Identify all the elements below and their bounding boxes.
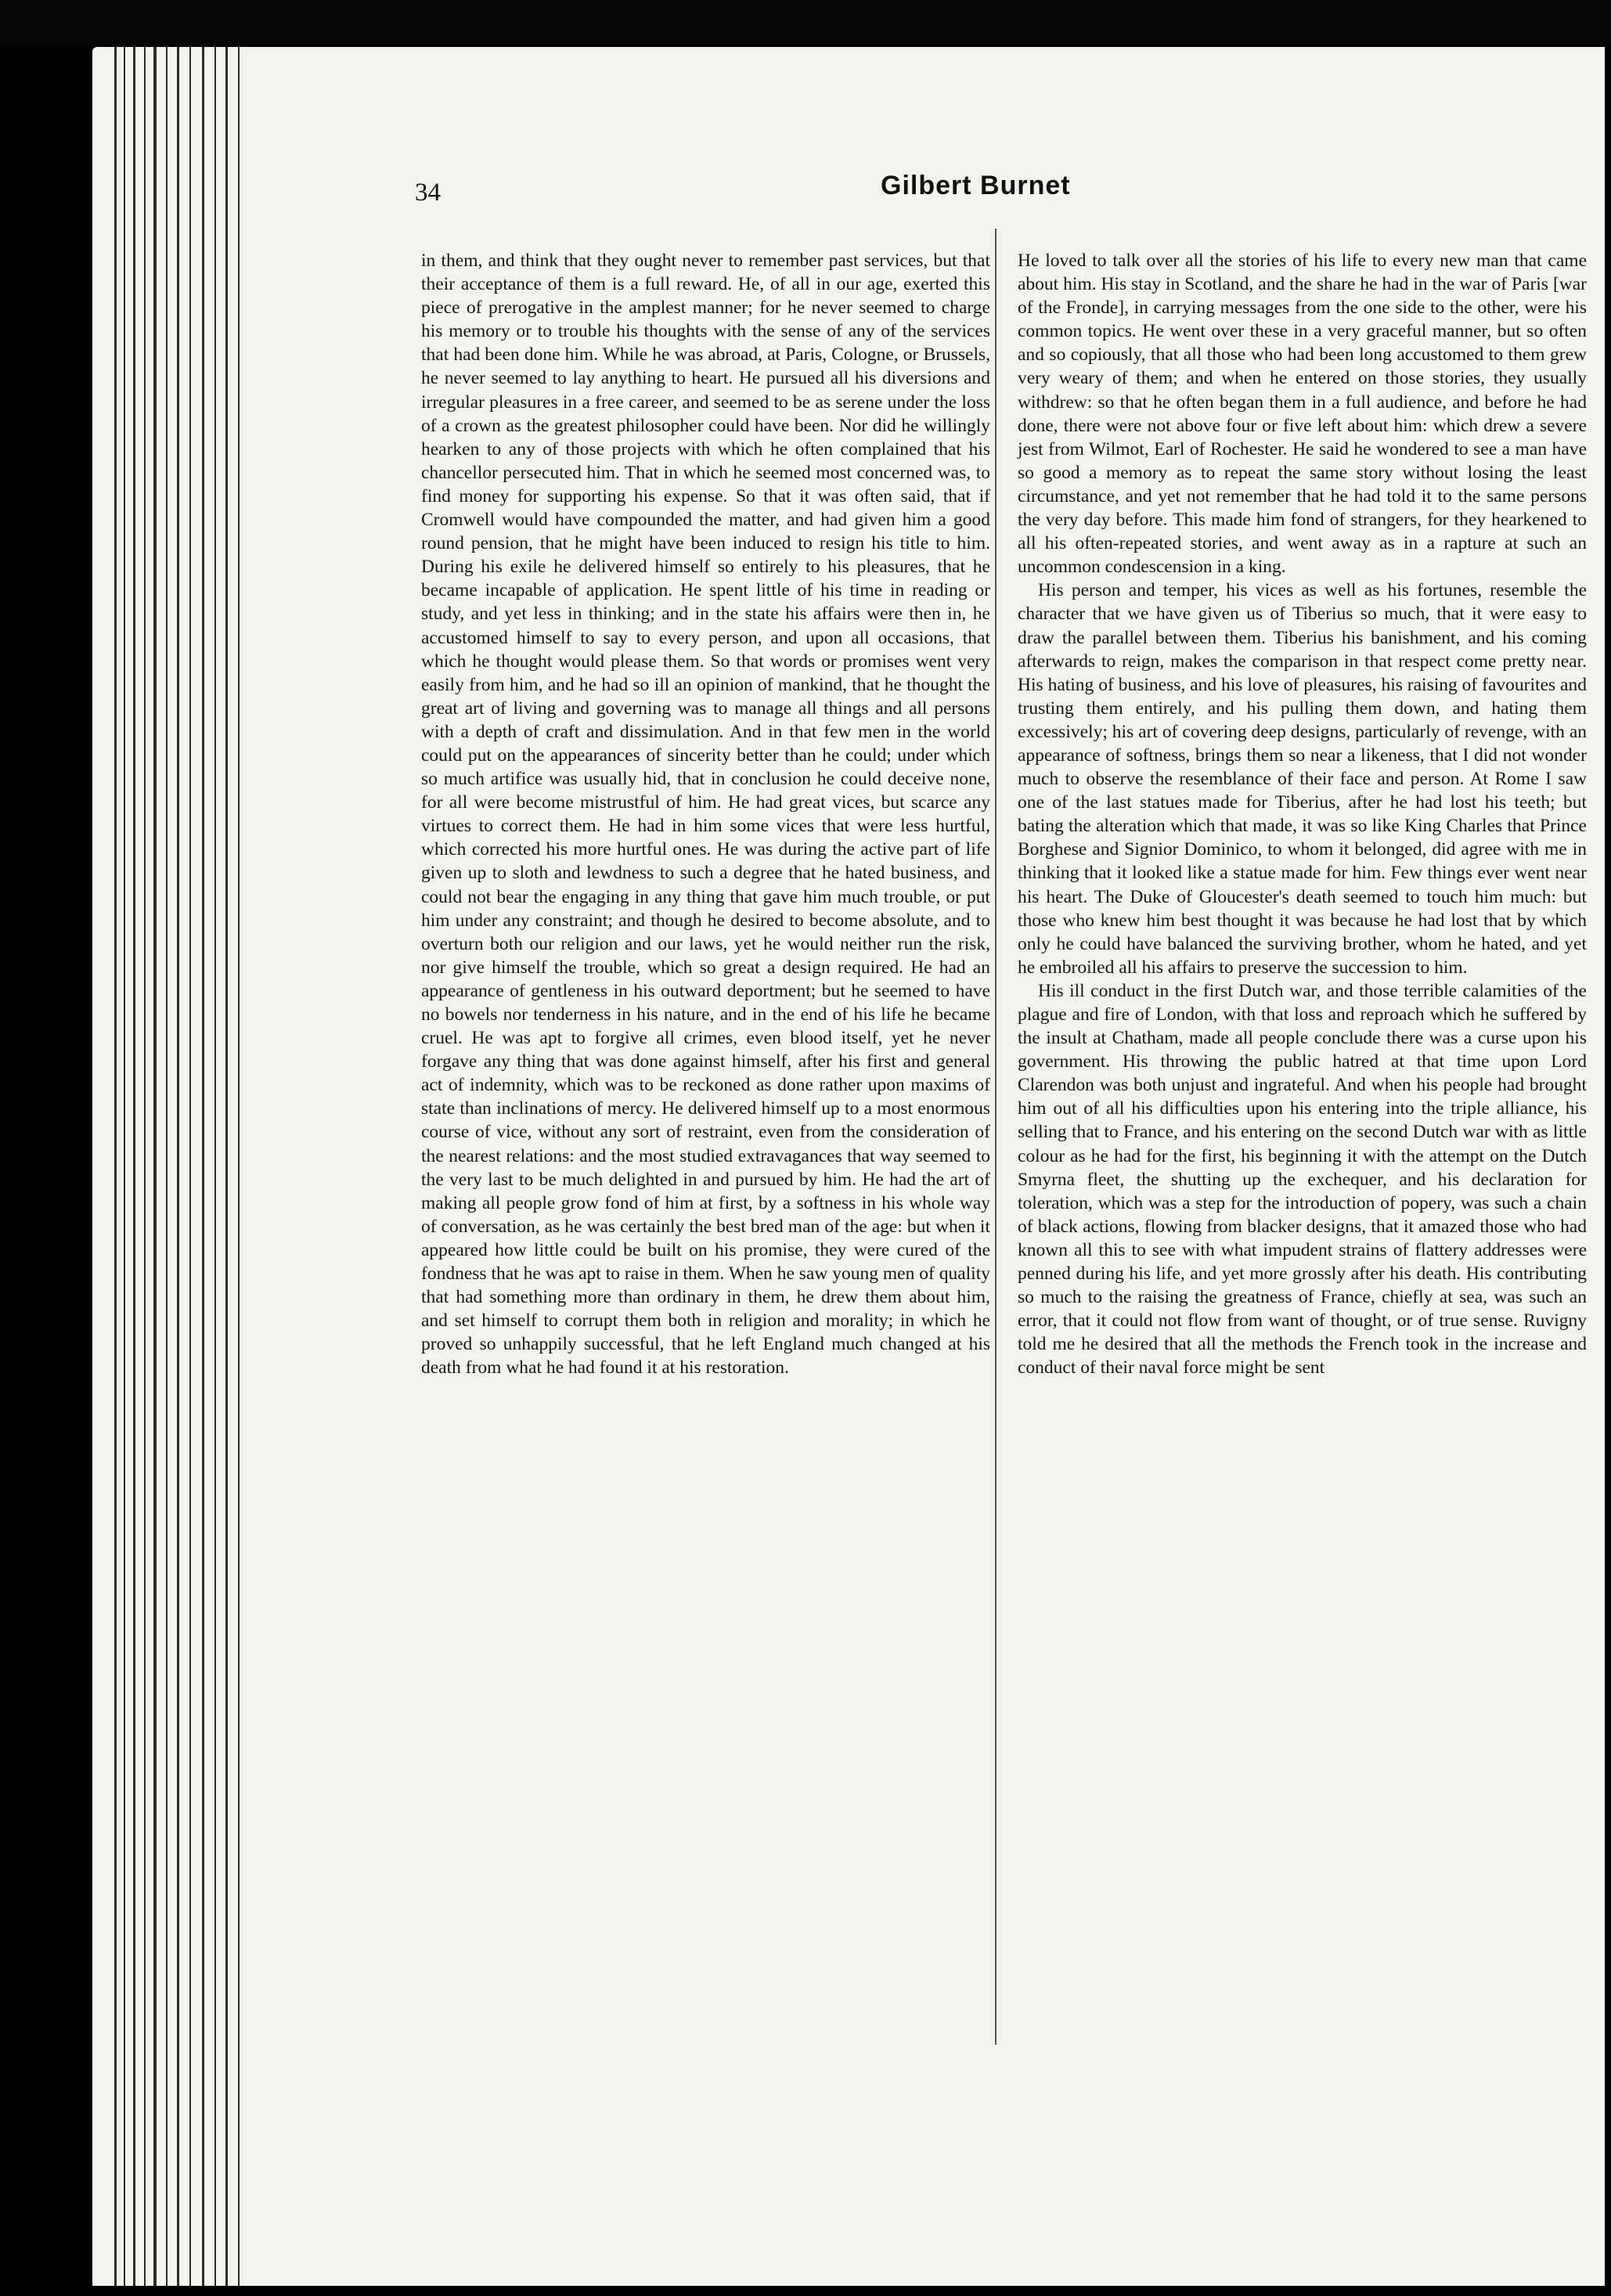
scan-top-border: [0, 0, 1611, 47]
paragraph: He loved to talk over all the stories of his life to every new man that came about him. His stay in Scotland, and the share he had in the war of Paris [war of the Fronde], in carrying messages from the one side to the other, were his common topics. He went over these in a very graceful manner, but so often and so copiously, that all those who had been long accustomed to them grew very weary of them; and when he entered on those stories, they usually withdrew: so that he often began them in a full audience, and before he had done, there were not above four or five left about him: which drew a severe jest from Wilmot, Earl of Rochester. He said he wondered to see a man have so good a memory as to repeat the same story without losing the least circumstance, and yet not remember that he had told it to the same persons the very day before. This made him fond of strangers, for they hearkened to all his often-repeated stories, and went away as in a rapture at such an uncommon condescension in a king.: [1018, 251, 1587, 578]
page-number: 34: [415, 178, 441, 207]
right-column: [1018, 249, 1587, 1380]
paragraph: in them, and think that they ought never to remember past services, but that their acceptance of them is a full reward. He, of all in our age, exerted this piece of prerogative in the amplest manner; for he never seemed to charge his memory or to trouble his thoughts with the sense of any of the services that had been done him. While he was abroad, at Paris, Cologne, or Brussels, he never seemed to lay anything to heart. He pursued all his diversions and irregular pleasures in a free career, and seemed to be as serene under the loss of a crown as the greatest philosopher could have been. Nor did he willingly hearken to any of those projects with which he often complained that his chancellor persecuted him. That in which he seemed most concerned was, to find money for supporting his expense. So that it was often said, that if Cromwell would have compounded the matter, and had given him a good round pension, that he might have been induced to resign his title to him. During his exile he delivered himself so entirely to his pleasures, that he became incapable of application. He spent little of his time in reading or study, and yet less in thinking; and in the state his affairs were then in, he accustomed himself to say to every person, and upon all occasions, that which he thought would please them. So that words or promises went very easily from him, and he had so ill an opinion of mankind, that he thought the great art of living and governing was to manage all things and all persons with a depth of craft and dissimulation. And in that few men in the world could put on the appearances of sincerity better than he could; under which so much artifice was usually hid, that in conclusion he could deceive none, for all were become mistrustful of him. He had great vices, but scarce any virtues to correct them. He had in him some vices that were less hurtful, which corrected his more hurtful ones. He was during the active part of life given up to sloth and lewdness to such a degree that he hated business, and could not bear the engaging in any thing that gave him much trouble, or put him under any constraint; and though he desired to become absolute, and to overturn both our religion and our laws, yet he would neither run the risk, nor give himself the trouble, which so great a design required. He had an appearance of gentleness in his outward deportment; but he seemed to have no bowels nor tenderness in his nature, and in the end of his life he became cruel. He was apt to forgive all crimes, even blood itself, yet he never forgave any thing that was done against himself, after his first and general act of indemnity, which was to be reckoned as done rather upon maxims of state than inclinations of mercy. He delivered himself up to a most enormous course of vice, without any sort of restraint, even from the consideration of the nearest relations: and the most studied extravagances that way seemed to the very last to be much delighted in and pursued by him. He had the art of making all people grow fond of him at first, by a softness in his whole way of conversation, as he was certainly the best bred man of the age: but when it appeared how little could be built on his promise, they were cured of the fondness that he was apt to raise in them. When he saw young men of quality that had something more than ordinary in them, he drew them about him, and set himself to corrupt them both in religion and morality; in which he proved so unhappily successful, that he left England much changed at his death from what he had found it at his restoration.: [421, 251, 990, 1379]
column-divider: [995, 229, 997, 2045]
stacked-page-edges: [92, 47, 253, 2286]
left-column: [421, 249, 990, 1380]
paragraph: His ill conduct in the first Dutch war, and those terrible calamities of the plague and fire of London, with that loss and reproach which he suffered by the insult at Chatham, made all people conclude there was a curse upon his government. His throwing the public hatred at that time upon Lord Clarendon was both unjust and ingrateful. And when his people had brought him out of all his difficulties upon his entering into the triple alliance, his selling that to France, and his entering on the second Dutch war with as little colour as he had for the first, his beginning it with the attempt on the Dutch Smyrna fleet, the shutting up the exchequer, and his declaration for toleration, which was a step for the introduction of popery, was such a chain of black actions, flowing from blacker designs, that it amazed those who had known all this to see with what impudent strains of flattery addresses were penned during his life, and yet more grossly after his death. His contributing so much to the raising the greatness of France, chiefly at sea, was such an error, that it could not flow from want of thought, or of true sense. Ruvigny told me he desired that all the methods the French took in the increase and conduct of their naval force might be sent: [1018, 980, 1587, 1379]
paragraph: His person and temper, his vices as well as his fortunes, resemble the character that we have given us of Tiberius so much, that it were easy to draw the parallel between them. Tiberius his banishment, and his coming afterwards to reign, makes the comparison in that respect come pretty near. His hating of business, and his love of pleasures, his raising of favourites and trusting them entirely, and his pulling them down, and hating them excessively; his art of covering deep designs, particularly of revenge, with an appearance of softness, brings them so near a likeness, that I did not wonder much to observe the resemblance of their face and person. At Rome I saw one of the last statues made for Tiberius, after he had lost his teeth; but bating the alteration which that made, it was so like King Charles that Prince Borghese and Signior Dominico, to whom it belonged, did agree with me in thinking that it looked like a statue made for him. Few things ever went near his heart. The Duke of Gloucester's death seemed to touch him much: but those who knew him best thought it was because he had lost that by which only he could have balanced the surviving brother, whom he hated, and yet he embroiled all his affairs to preserve the succession to him.: [1018, 580, 1587, 978]
running-title: Gilbert Burnet: [881, 171, 1071, 200]
